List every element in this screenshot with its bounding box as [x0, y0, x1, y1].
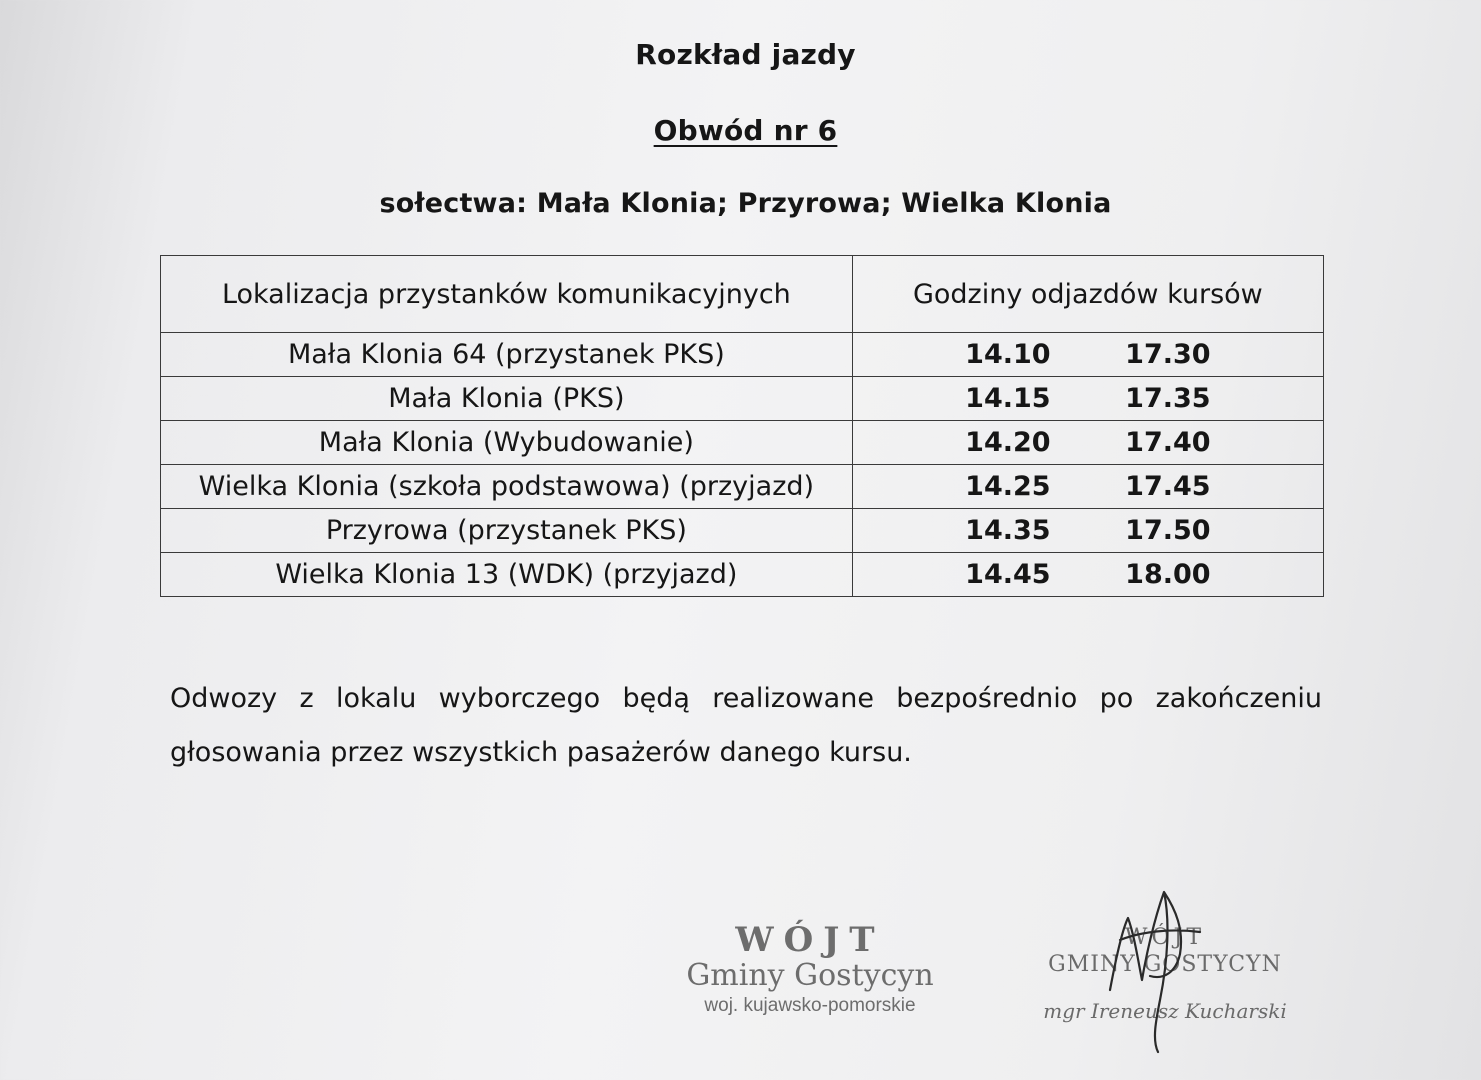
office-stamp: [660, 920, 960, 1017]
transport-note: Odwozy z lokalu wyborczego będą realizowane bezpośrednio po zakończeniu głosowania przez wszystkich pasażerów danego kursu.: [170, 683, 1322, 768]
departure-times: [852, 333, 1323, 377]
stop-name: Wielka Klonia (szkoła podstawowa) (przyjazd): [161, 465, 853, 509]
departure-time-2: 17.40: [1125, 427, 1211, 458]
table-row: [161, 421, 1324, 465]
stop-name: Mała Klonia (PKS): [161, 377, 853, 421]
stop-name: Mała Klonia (Wybudowanie): [161, 421, 853, 465]
villages-line: sołectwa: Mała Klonia; Przyrowa; Wielka Klonia: [379, 188, 1112, 219]
schedule-table: [160, 255, 1324, 597]
table-row: [161, 377, 1324, 421]
departure-times: [852, 553, 1323, 597]
departure-time-2: 17.45: [1125, 471, 1211, 502]
table-row: [161, 333, 1324, 377]
departure-time-1: 14.10: [965, 339, 1051, 370]
departure-times: [852, 509, 1323, 553]
office-stamp-region: woj. kujawsko-pomorskie: [704, 995, 916, 1016]
office-stamp-title: WÓJT: [735, 920, 885, 960]
departure-times: [852, 421, 1323, 465]
header-stop-location: Lokalizacja przystanków komunikacyjnych: [161, 256, 853, 333]
stop-name: Wielka Klonia 13 (WDK) (przyjazd): [161, 553, 853, 597]
office-stamp-municipality: Gminy Gostycyn: [686, 958, 934, 993]
departure-time-2: 17.50: [1125, 515, 1211, 546]
header-departure-times: Godziny odjazdów kursów: [852, 256, 1323, 333]
departure-time-1: 14.15: [965, 383, 1051, 414]
document-title: Rozkład jazdy: [635, 38, 856, 71]
departure-time-2: 17.35: [1125, 383, 1211, 414]
table-row: [161, 509, 1324, 553]
name-stamp-municipality: GMINY GOSTYCYN: [1048, 952, 1282, 977]
departure-time-2: 18.00: [1125, 559, 1211, 590]
stop-name: Przyrowa (przystanek PKS): [161, 509, 853, 553]
departure-time-1: 14.45: [965, 559, 1051, 590]
departure-time-1: 14.20: [965, 427, 1051, 458]
signature-icon: [1080, 880, 1230, 1060]
departure-times: [852, 377, 1323, 421]
name-stamp-title: WÓJT: [1124, 925, 1206, 950]
departure-time-1: 14.25: [965, 471, 1051, 502]
departure-time-1: 14.35: [965, 515, 1051, 546]
district-subtitle: Obwód nr 6: [653, 114, 838, 147]
table-header-row: [161, 256, 1324, 333]
table-row: [161, 553, 1324, 597]
table-row: [161, 465, 1324, 509]
stop-name: Mała Klonia 64 (przystanek PKS): [161, 333, 853, 377]
departure-times: [852, 465, 1323, 509]
name-stamp-person: mgr Ireneusz Kucharski: [1043, 999, 1287, 1023]
departure-time-2: 17.30: [1125, 339, 1211, 370]
